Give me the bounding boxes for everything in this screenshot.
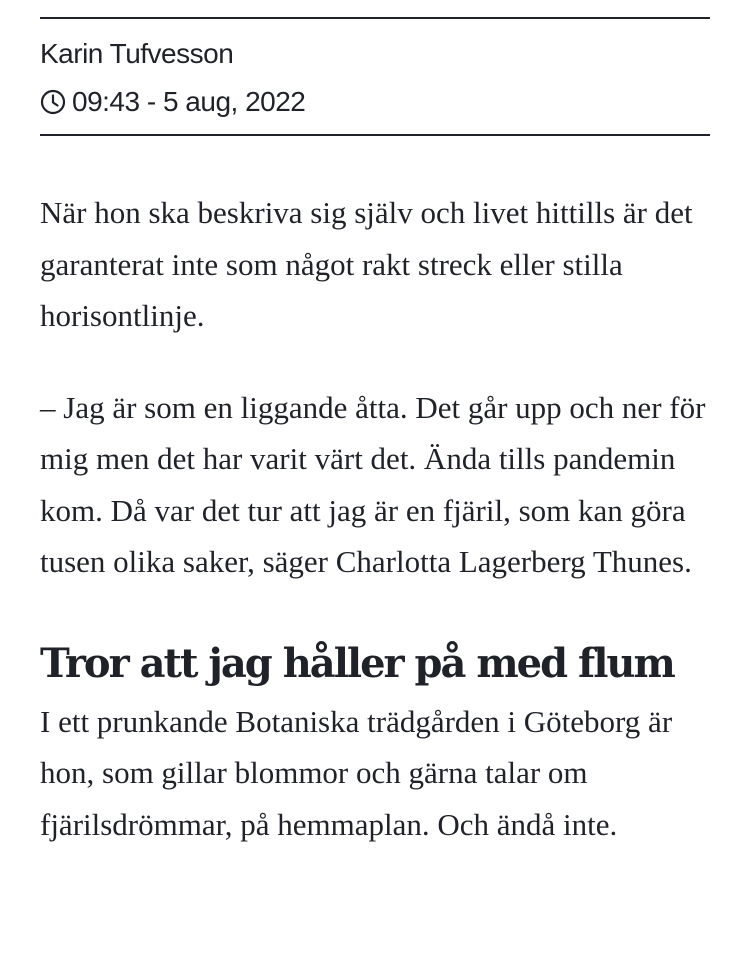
article-paragraph: I ett prunkande Botaniska trädgården i Göteborg är hon, som gillar blommor och gärna talar om fjärilsdrömmar, på hemmaplan. Och ändå inte. bbox=[40, 703, 673, 842]
timestamp-text: 09:43 - 5 aug, 2022 bbox=[72, 86, 306, 117]
author-name[interactable]: Karin Tufvesson bbox=[40, 38, 234, 69]
article-paragraph: När hon ska beskriva sig själv och livet hittills är det garanterat inte som något rakt streck eller stilla horisontlinje. bbox=[40, 195, 693, 333]
byline bbox=[40, 19, 710, 134]
article bbox=[40, 0, 710, 850]
bottom-divider bbox=[40, 134, 710, 136]
section-heading: Tror att jag håller på med flum bbox=[40, 639, 674, 687]
publish-timestamp bbox=[40, 84, 710, 120]
article-paragraph: – Jag är som en liggande åtta. Det går upp och ner för mig men det har varit värt det. Ända tills pandemin kom. Då var det tur att jag är en fjäril, som kan göra tusen olika saker, säger Charlotta Lagerberg Thunes. bbox=[40, 389, 706, 579]
clock-icon bbox=[40, 89, 66, 115]
